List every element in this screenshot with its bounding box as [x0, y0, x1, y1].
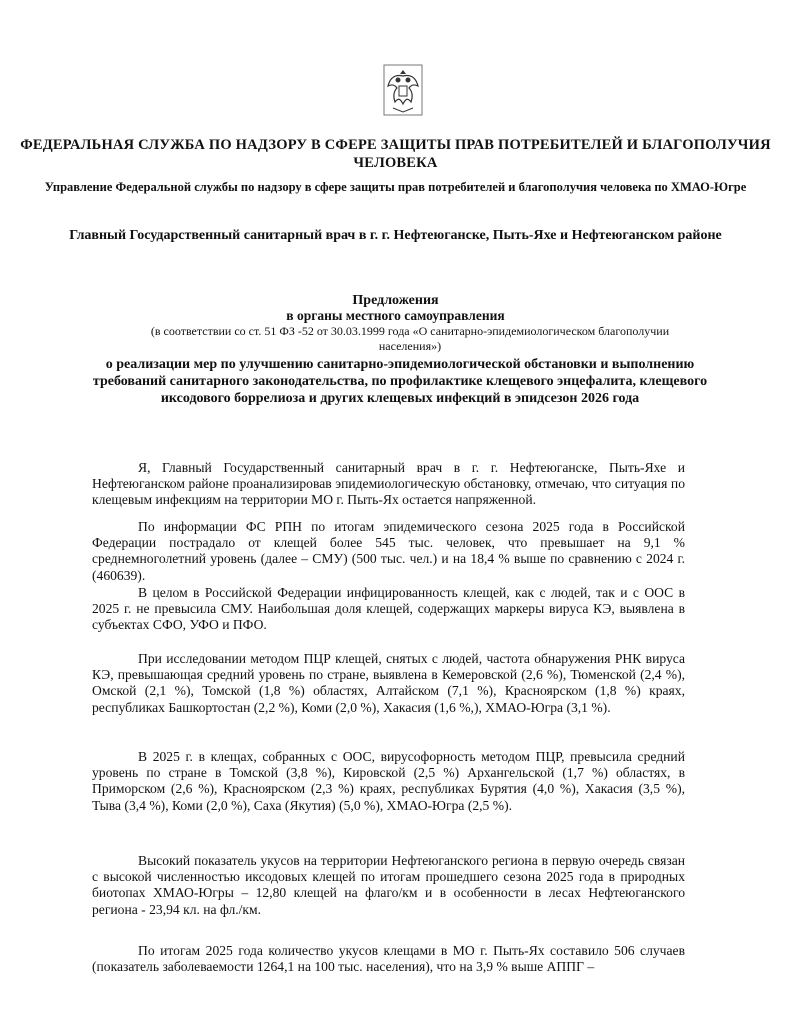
paragraph-text: По итогам 2025 года количество укусов клещами в МО г. Пыть-Ях составило 506 случаев (показатель заболеваемости 1264,1 на 100 тыс. населения), что на 3,9 % выше АППГ –: [92, 943, 685, 975]
paragraph-5: [92, 749, 685, 814]
department-name: Управление Федеральной службы по надзору в сфере защиты прав потребителей и благополучия человека по ХМАО-Югре: [44, 180, 747, 194]
paragraph-text: Высокий показатель укусов на территории Нефтеюганского региона в первую очередь связан с высокой численностью иксодовых клещей по итогам прошедшего сезона 2025 года в природных биотопах ХМАО-Югры – 12,80 клещей на флаго/км и в особенности в лесах Нефтеюганского региона - 23,94 кл. на фл./км.: [92, 853, 685, 917]
paragraph-4: [92, 651, 685, 716]
addressee-line: в органы местного самоуправления: [286, 308, 505, 323]
document-subject: о реализации мер по улучшению санитарно-эпидемиологической обстановки и выполнению требований санитарного законодательства, по профилактике клещевого энцефалита, клещевого иксодового боррелиоза и других клещевых инфекций в эпидсезон 2026 года: [92, 357, 708, 406]
paragraph-1: [92, 460, 685, 509]
paragraph-text: По информации ФС РПН по итогам эпидемического сезона 2025 года в Российской Федерации пострадало от клещей более 545 тыс. человек, что превышает на 9,1 % среднемноголетний уровень (далее – СМУ) (500 тыс. чел.) и на 18,4 % выше по сравнению с 2024 г. (460639).: [92, 519, 685, 583]
paragraph-text: В целом в Российской Федерации инфицированность клещей, как с людей, так и с ООС в 2025 г. не превысила СМУ. Наибольшая доля клещей, содержащих маркеры вируса КЭ, выявлена в субъектах СФО, УФО и ПФО.: [92, 585, 685, 633]
paragraph-6: [92, 853, 685, 918]
paragraph-3: [92, 585, 685, 634]
paragraph-7: [92, 943, 685, 975]
agency-name: ФЕДЕРАЛЬНАЯ СЛУЖБА ПО НАДЗОРУ В СФЕРЕ ЗАЩИТЫ ПРАВ ПОТРЕБИТЕЛЕЙ И БЛАГОПОЛУЧИЯ ЧЕЛОВЕКА: [20, 137, 771, 171]
paragraph-text: При исследовании методом ПЦР клещей, снятых с людей, частота обнаружения РНК вируса КЭ, превышающая средний уровень по стране, выявлена в Кемеровской (2,6 %), Тюменской (2,4 %), Омской (2,1 %), Томской (1,8 %) областях, Алтайском (7,1 %), Красноярском (1,8 %) краях, республиках Башкортостан (2,2 %), Коми (2,0 %), Хакасия (1,6 %,), ХМАО-Югра (3,1 %).: [92, 651, 685, 715]
russian-coat-of-arms-icon: [383, 64, 423, 116]
paragraph-text: В 2025 г. в клещах, собранных с ООС, вирусофорность методом ПЦР, превысила средний уровень по стране в Томской (3,8 %), Кировской (2,5 %) Архангельской (1,7 %) областях, в Приморском (2,6 %), Красноярском (2,3 %) краях, республиках Бурятия (4,0 %), Хакасия (3,5 %), Тыва (3,4 %), Коми (2,0 %), Саха (Якутия) (5,0 %), ХМАО-Югра (2,5 %).: [92, 749, 685, 813]
chief-doctor-title: Главный Государственный санитарный врач в г. г. Нефтеюганске, Пыть-Яхе и Нефтеюганском районе: [69, 228, 722, 243]
document-heading: Предложения: [352, 293, 439, 308]
law-reference: (в соответствии со ст. 51 ФЗ -52 от 30.03.1999 года «О санитарно-эпидемиологическом благополучии населения»): [150, 324, 670, 353]
paragraph-2: [92, 519, 685, 584]
paragraph-text: Я, Главный Государственный санитарный врач в г. г. Нефтеюганске, Пыть-Яхе и Нефтеюганском районе проанализировав эпидемиологическую обстановку, отмечаю, что ситуация по клещевым инфекциям на территории МО г. Пыть-Ях остается напряженной.: [92, 460, 685, 508]
